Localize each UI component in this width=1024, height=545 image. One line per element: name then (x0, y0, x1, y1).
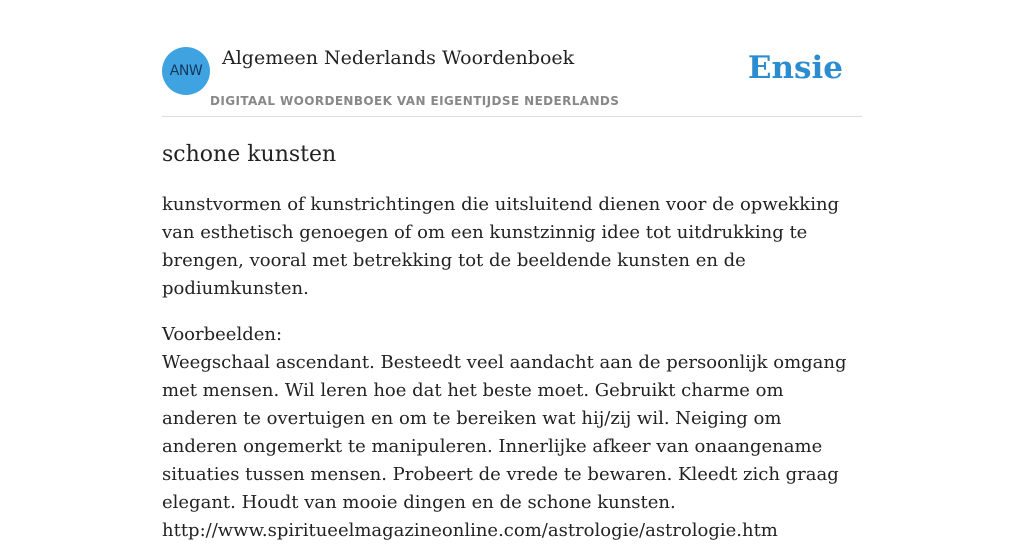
entry-definition: kunstvormen of kunstrichtingen die uitsluitend dienen voor de opwekking van esthetisch genoegen of om een kunstzinnig idee tot uitdrukking te brengen, vooral met betrekking tot de beeldende kunsten en de podiumkunsten. (162, 194, 840, 299)
site-tagline: DIGITAAL WOORDENBOEK VAN EIGENTIJDSE NEDERLANDS (210, 94, 620, 108)
example-text: Weegschaal ascendant. Besteedt veel aandacht aan de persoonlijk omgang met mensen. Wil leren hoe dat het beste moet. Gebruikt charme om anderen te overtuigen en om te bereiken wat hij/zij wil. Neiging om anderen ongemerkt te manipuleren. Innerlijke afkeer van onaangename situaties tussen mensen. Probeert de vrede te bewaren. Kleedt zich graag elegant. Houdt van mooie dingen en de schone kunsten. (162, 352, 847, 513)
site-title[interactable]: Algemeen Nederlands Woordenboek (222, 47, 575, 69)
examples-label: Voorbeelden: (162, 324, 283, 345)
site-header (162, 46, 862, 117)
dictionary-entry (162, 140, 862, 545)
entry-examples (162, 321, 852, 545)
entry-headword: schone kunsten (162, 142, 337, 167)
logo-text: ANW (169, 63, 203, 79)
anw-logo[interactable] (162, 47, 210, 95)
example-source-url: http://www.spiritueelmagazineonline.com/astrologie/astrologie.htm (162, 520, 778, 541)
ensie-logo[interactable]: Ensie (747, 50, 843, 86)
